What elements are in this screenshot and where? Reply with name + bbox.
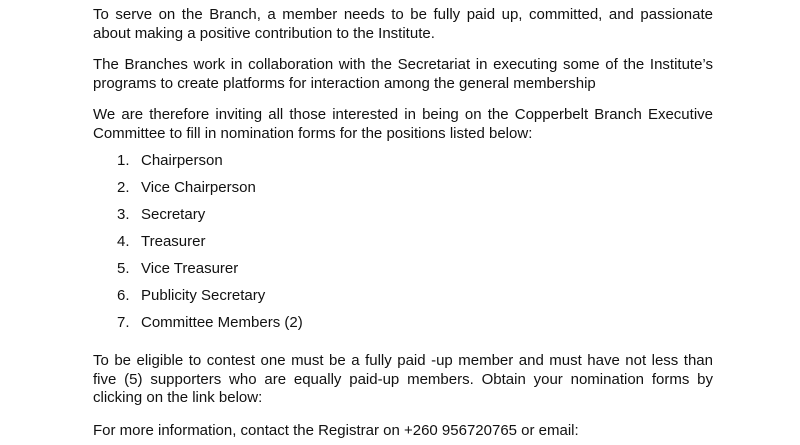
list-item: 5. Vice Treasurer	[117, 260, 239, 277]
collaboration-paragraph: The Branches work in collaboration with the Secretariat in executing some of the Institute’s programs to create platforms for interaction among the general membership	[93, 56, 713, 92]
eligibility-paragraph: To be eligible to contest one must be a fully paid -up member and must have not less than five (5) supporters who are equally paid-up members. Obtain your nomination forms by clicking on the link below:	[93, 352, 713, 406]
invitation-paragraph: We are therefore inviting all those interested in being on the Copperbelt Branch Executive Committee to fill in nomination forms for the positions listed below:	[93, 106, 713, 142]
intro-paragraph: To serve on the Branch, a member needs to be fully paid up, committed, and passionate about making a positive contribution to the Institute.	[93, 6, 713, 42]
email-link-partial[interactable]	[93, 439, 513, 445]
list-item: 3. Secretary	[117, 206, 206, 223]
list-item: 6. Publicity Secretary	[117, 287, 266, 304]
positions-list	[117, 151, 303, 340]
list-item: 4. Treasurer	[117, 233, 206, 250]
list-item: 1. Chairperson	[117, 152, 223, 169]
list-item: 2. Vice Chairperson	[117, 179, 256, 196]
contact-paragraph: For more information, contact the Registrar on +260 956720765 or email:	[93, 422, 579, 439]
list-item: 7. Committee Members (2)	[117, 314, 303, 331]
